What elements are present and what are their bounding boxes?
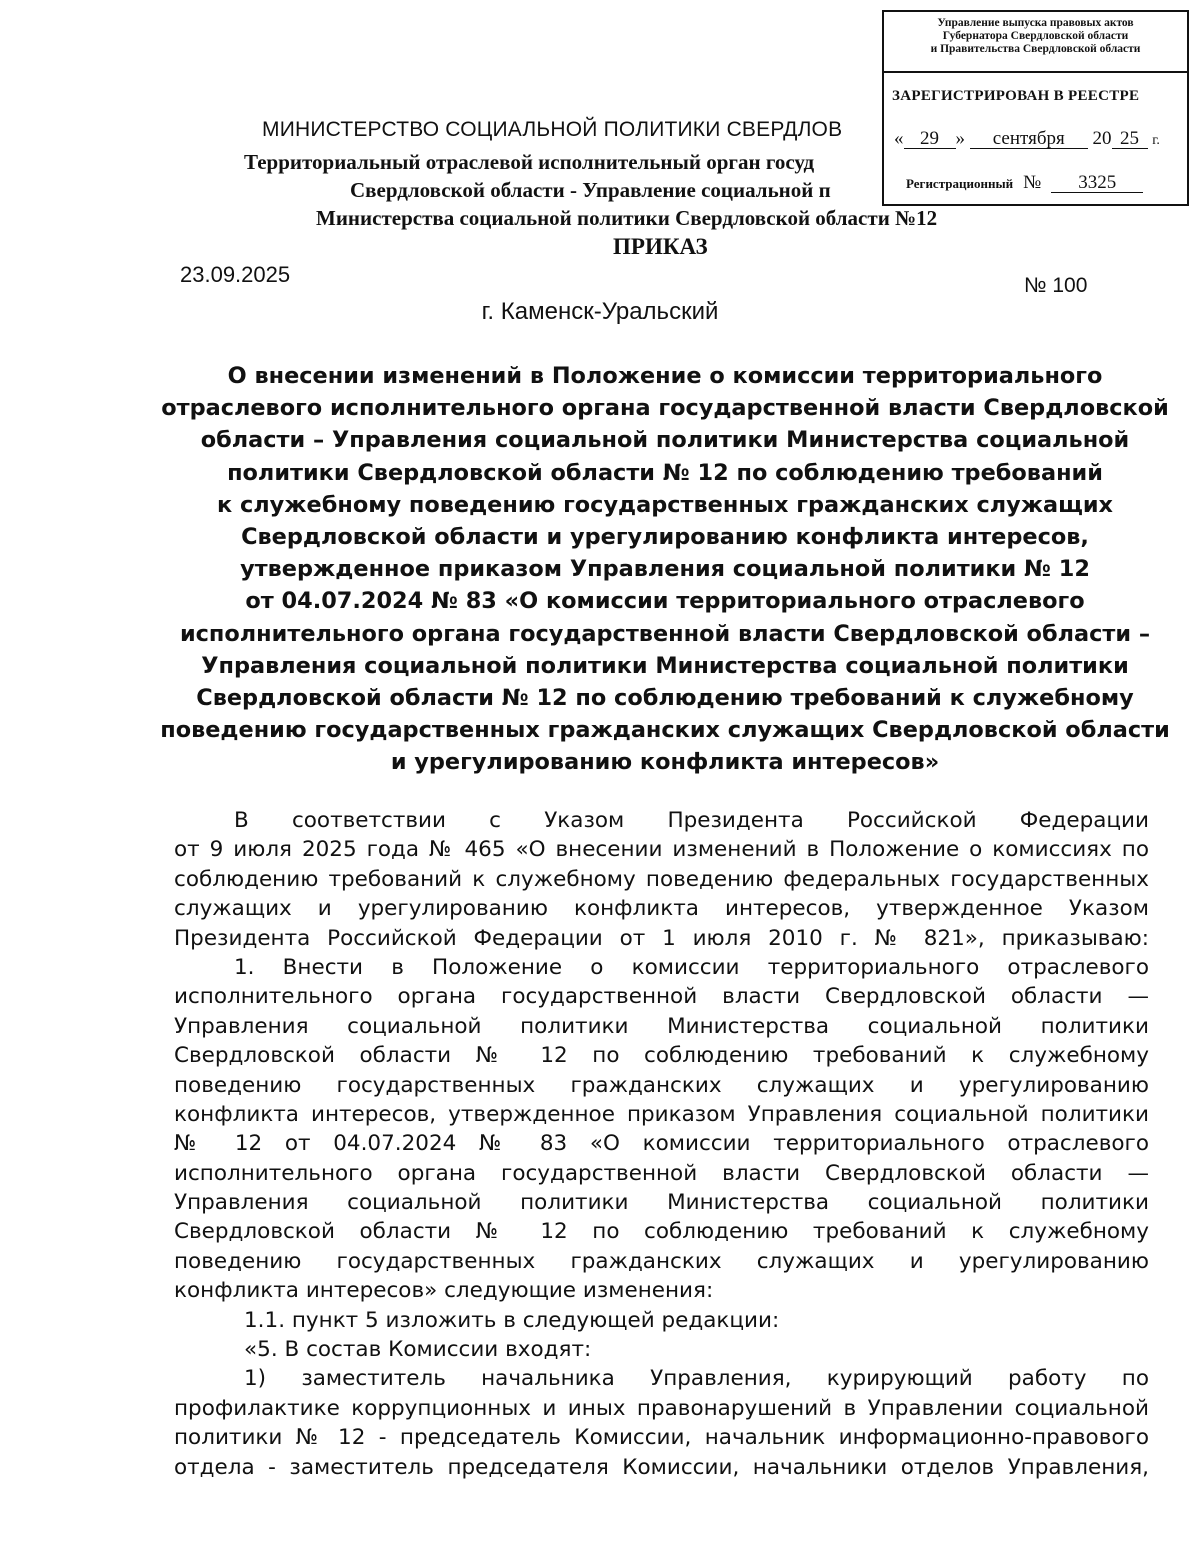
paragraph-item-1-1: 1.1. пункт 5 изложить в следующей редакции: — [244, 1307, 780, 1333]
text-line: политики № 12 - председатель Комиссии, начальник информационно-правового — [174, 1425, 1149, 1451]
stamp-org-line-1: Управление выпуска правовых актов — [937, 17, 1134, 29]
order-number: № 100 — [1024, 274, 1088, 297]
text-line: поведению государственных гражданских служащих и урегулированию — [174, 1072, 1149, 1098]
stamp-registration-number — [906, 172, 1143, 194]
organization-line-1: Территориальный отраслевой исполнительный орган госуд — [244, 150, 815, 174]
stamp-year-suffix: 25 — [1112, 130, 1148, 149]
paragraph-1-first-line — [174, 806, 1149, 835]
stamp-reg-label: Регистрационный — [906, 176, 1014, 191]
text-line: конфликта интересов, утвержденное приказом Управления социальной политики — [174, 1101, 1149, 1127]
stamp-date — [894, 128, 1160, 150]
text-line: Президента Российской Федерации от 1 июля 2010 г. № 821», приказываю: — [174, 925, 1149, 951]
title-line: политики Свердловской области № 12 по соблюдению требований — [227, 459, 1103, 486]
stamp-year-prefix: 20 — [1092, 128, 1112, 149]
stamp-org-line-3: и Правительства Свердловской области — [930, 43, 1141, 55]
word: Указом — [544, 808, 625, 833]
title-line: О внесении изменений в Положение о комиссии территориального — [227, 363, 1103, 389]
paragraph-2-first-line: 1. Внести в Положение о комиссии территориального отраслевого — [234, 954, 1149, 980]
title-line: отраслевого исполнительного органа государственной власти Свердловской — [161, 395, 1169, 422]
organization-line-3: Министерства социальной политики Свердловской области №12 — [316, 206, 938, 230]
stamp-divider — [884, 71, 1187, 73]
order-body — [174, 806, 1149, 1482]
organization-line-2: Свердловской области - Управление социальной п — [350, 178, 831, 202]
text-line: № 12 от 04.07.2024 № 83 «О комиссии территориального отраслевого — [174, 1131, 1149, 1157]
title-line: к служебному поведению государственных гражданских служащих — [216, 491, 1114, 518]
city: г. Каменск-Уральский — [481, 298, 719, 325]
ministry-name: МИНИСТЕРСТВО СОЦИАЛЬНОЙ ПОЛИТИКИ СВЕРДЛОВ — [262, 118, 843, 141]
word: Президента — [667, 808, 804, 833]
word: соответствии — [291, 808, 446, 833]
text-line: поведению государственных гражданских служащих и урегулированию — [174, 1248, 1149, 1274]
text-line: служащих и урегулированию конфликта интересов, утвержденное Указом — [174, 896, 1149, 922]
paragraph-2 — [174, 982, 1149, 1276]
paragraph-point-5: «5. В состав Комиссии входят: — [244, 1337, 592, 1363]
title-line: поведению государственных гражданских служащих Свердловской области — [160, 717, 1170, 744]
text-line: отдела - заместитель председателя Комиссии, начальники отделов Управления, — [174, 1454, 1149, 1480]
word: В — [234, 808, 249, 833]
order-title — [150, 360, 1180, 779]
text-line: соблюдению требований к служебному поведению федеральных государственных — [174, 866, 1149, 892]
paragraph-1 — [174, 835, 1149, 953]
title-line: области – Управления социальной политики Министерства социальной — [200, 427, 1130, 454]
paragraph-composition — [174, 1394, 1149, 1482]
stamp-number-sign: № — [1023, 172, 1042, 193]
title-line: Свердловской области № 12 по соблюдению требований к служебному — [196, 685, 1134, 712]
title-line: от 04.07.2024 № 83 «О комиссии территориального отраслевого — [245, 588, 1085, 615]
stamp-month: сентября — [970, 130, 1088, 149]
stamp-year-unit: г. — [1152, 133, 1160, 148]
text-line: исполнительного органа государственной власти Свердловской области — — [174, 1160, 1149, 1186]
title-line: и урегулированию конфликта интересов» — [390, 749, 940, 776]
title-line: Управления социальной политики Министерства социальной политики — [201, 652, 1129, 679]
word: Федерации — [1019, 808, 1149, 833]
order-date: 23.09.2025 — [180, 262, 291, 287]
title-line: Свердловской области и урегулированию конфликта интересов, — [241, 524, 1089, 551]
stamp-org-line-2: Губернатора Свердловской области — [942, 30, 1129, 42]
title-line: утвержденное приказом Управления социальной политики № 12 — [240, 556, 1090, 583]
paragraph-2-last-line: конфликта интересов» следующие изменения: — [174, 1278, 714, 1304]
text-line: профилактике коррупционных и иных правонарушений в Управлении социальной — [174, 1395, 1149, 1421]
stamp-open-quote: « — [894, 128, 904, 149]
text-line: Управления социальной политики Министерства социальной политики — [174, 1190, 1149, 1216]
word: Российской — [846, 808, 977, 833]
stamp-registered-label: ЗАРЕГИСТРИРОВАН В РЕЕСТРЕ — [892, 88, 1140, 104]
stamp-close-quote: » — [955, 128, 965, 149]
document-type: ПРИКАЗ — [613, 234, 708, 259]
stamp-reg-number: 3325 — [1051, 174, 1143, 193]
text-line: от 9 июля 2025 года № 465 «О внесении изменений в Положение о комиссиях по — [174, 837, 1149, 863]
text-line: Свердловской области № 12 по соблюдению требований к служебному — [174, 1043, 1149, 1069]
stamp-day: 29 — [904, 130, 956, 149]
text-line: Свердловской области № 12 по соблюдению требований к служебному — [174, 1219, 1149, 1245]
text-line: Управления социальной политики Министерства социальной политики — [174, 1013, 1149, 1039]
word: с — [489, 808, 501, 833]
paragraph-composition-first-line: 1) заместитель начальника Управления, курирующий работу по — [244, 1366, 1149, 1392]
title-line: исполнительного органа государственной власти Свердловской области – — [179, 620, 1151, 647]
stamp-organization — [884, 12, 1187, 56]
registration-stamp — [882, 10, 1189, 206]
text-line: исполнительного органа государственной власти Свердловской области — — [174, 984, 1149, 1010]
